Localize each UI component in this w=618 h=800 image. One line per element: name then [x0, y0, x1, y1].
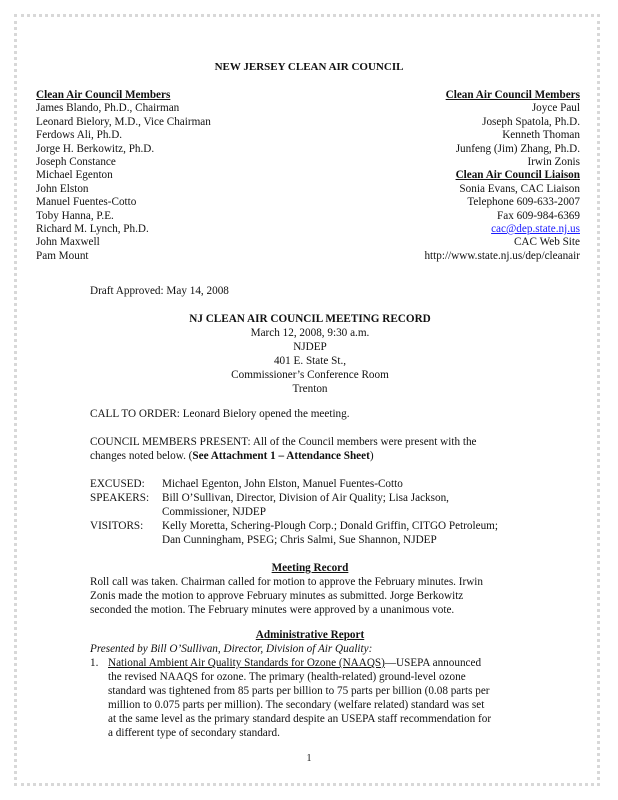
email-link[interactable]: cac@dep.state.nj.us [491, 222, 580, 235]
draft-approved: Draft Approved: May 14, 2008 [90, 285, 229, 297]
member-name: Jorge H. Berkowitz, Ph.D. [36, 142, 155, 155]
member-name: James Blando, Ph.D., Chairman [36, 102, 180, 115]
speakers-names: Bill O’Sullivan, Director, Division of Air Quality; Lisa Jackson, [162, 492, 449, 504]
member-name: Joseph Constance [36, 155, 116, 168]
item-line: a different type of secondary standard. [108, 727, 280, 739]
excused-row [90, 477, 530, 491]
member-name: Pam Mount [36, 249, 89, 262]
attendance-sheet-reference: See Attachment 1 – Attendance Sheet [192, 450, 370, 462]
visitors-names: Kelly Moretta, Schering-Plough Corp.; Donald Griffin, CITGO Petroleum; [162, 520, 498, 532]
member-name: Ferdows Ali, Ph.D. [36, 129, 123, 142]
member-name: Michael Egenton [36, 169, 113, 182]
member-name: Toby Hanna, P.E. [36, 209, 114, 222]
meeting-city: Trenton [292, 383, 328, 395]
visitors-row [90, 519, 530, 533]
website-label: CAC Web Site [513, 236, 580, 249]
left-members-column [36, 88, 316, 262]
naaqs-title: National Ambient Air Quality Standards for Ozone (NAAQS) [108, 657, 385, 669]
visitors-continued: Dan Cunningham, PSEG; Chris Salmi, Sue Shannon, NJDEP [162, 534, 437, 546]
call-to-order: CALL TO ORDER: Leonard Bielory opened the meeting. [90, 408, 350, 420]
meeting-record-line: Zonis made the motion to approve February minutes as submitted. Jorge Berkowitz [90, 590, 464, 602]
excused-label: EXCUSED: [90, 478, 145, 490]
member-name: Leonard Bielory, M.D., Vice Chairman [36, 115, 211, 128]
member-name: Irwin Zonis [527, 155, 580, 168]
meeting-agency: NJDEP [293, 341, 327, 353]
item-number: 1. [90, 657, 99, 669]
members-present-line2: changes noted below. (See Attachment 1 – Attendance Sheet) [90, 450, 374, 462]
meeting-record-line: Roll call was taken. Chairman called for motion to approve the February minutes. Irwin [90, 576, 484, 588]
speakers-row [90, 491, 530, 505]
item-line: at the same level as the primary standard despite an USEPA staff recommendation for [108, 713, 492, 725]
member-name: John Elston [36, 182, 89, 195]
speakers-continued: Commissioner, NJDEP [162, 506, 266, 518]
member-name: John Maxwell [36, 236, 100, 249]
item-line: million to 0.075 parts per million). The secondary (welfare related) standard was set [108, 699, 485, 711]
member-name: Kenneth Thoman [502, 129, 580, 142]
member-name: Junfeng (Jim) Zhang, Ph.D. [455, 142, 580, 155]
item-line: the revised NAAQS for ozone. The primary (health-related) ground-level ozone [108, 671, 466, 683]
meeting-record-line: seconded the motion. The February minutes were approved by a unanimous vote. [90, 604, 455, 616]
page-number: 1 [306, 753, 312, 764]
member-name: Joyce Paul [531, 102, 580, 115]
website-url: http://www.state.nj.us/dep/cleanair [424, 249, 580, 262]
admin-report-heading: Administrative Report [255, 629, 365, 641]
meeting-room: Commissioner’s Conference Room [231, 369, 389, 381]
right-members-header: Clean Air Council Members [445, 89, 580, 101]
member-name: Richard M. Lynch, Ph.D. [36, 222, 149, 235]
visitors-label: VISITORS: [90, 520, 144, 532]
meeting-record-heading: Meeting Record [271, 562, 349, 574]
excused-names: Michael Egenton, John Elston, Manuel Fuentes-Cotto [162, 478, 403, 490]
item-first-line: National Ambient Air Quality Standards for Ozone (NAAQS)—USEPA announced [108, 657, 482, 669]
item-line: standard was tightened from 85 parts per billion to 75 parts per billion (0.08 parts per [108, 685, 490, 697]
members-present-line1: COUNCIL MEMBERS PRESENT: All of the Council members were present with the [90, 436, 477, 448]
liaison-name: Sonia Evans, CAC Liaison [459, 182, 580, 195]
speakers-label: SPEAKERS: [90, 492, 150, 504]
council-title: NEW JERSEY CLEAN AIR COUNCIL [214, 61, 404, 73]
member-name: Joseph Spatola, Ph.D. [482, 115, 580, 128]
right-members-column [300, 88, 580, 262]
liaison-telephone: Telephone 609-633-2007 [467, 196, 580, 209]
meeting-date-time: March 12, 2008, 9:30 a.m. [250, 327, 370, 339]
liaison-fax: Fax 609-984-6369 [497, 209, 580, 222]
meeting-address: 401 E. State St., [273, 355, 347, 367]
admin-report-presenter: Presented by Bill O’Sullivan, Director, Division of Air Quality: [90, 643, 373, 655]
left-members-header: Clean Air Council Members [36, 89, 171, 101]
member-name: Manuel Fuentes-Cotto [36, 196, 137, 209]
liaison-header: Clean Air Council Liaison [455, 169, 580, 182]
meeting-title: NJ CLEAN AIR COUNCIL MEETING RECORD [189, 313, 431, 325]
